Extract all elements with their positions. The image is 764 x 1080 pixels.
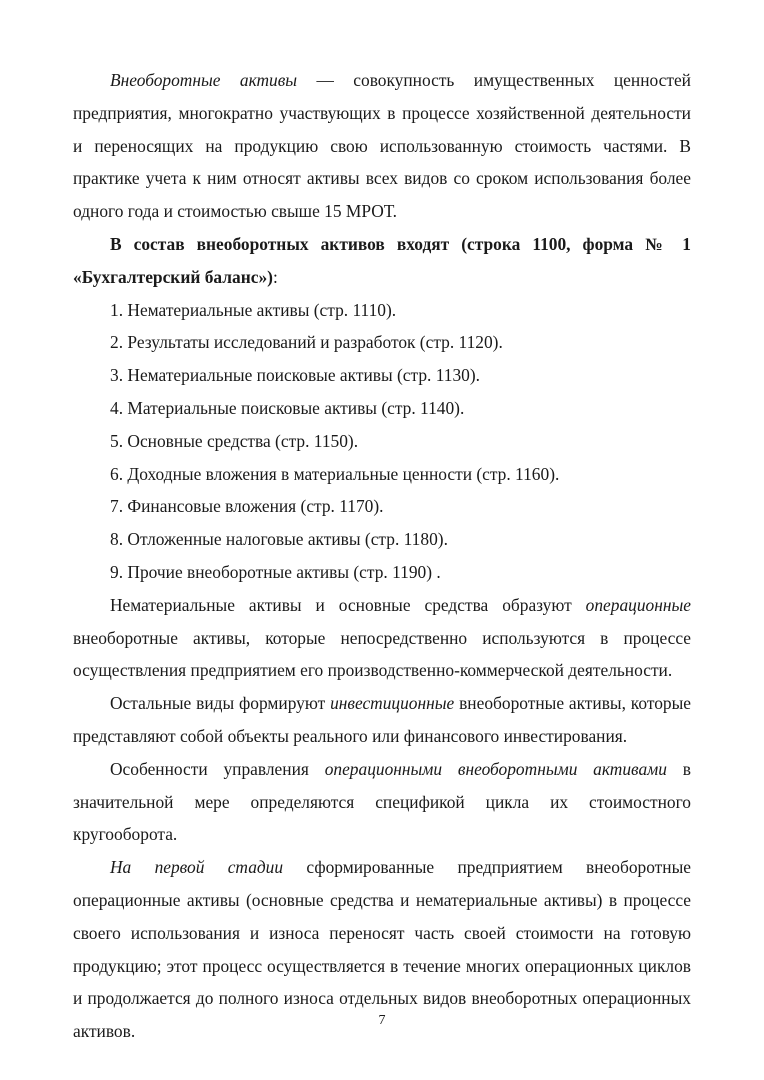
list-item: 9. Прочие внеоборотные активы (стр. 1190) . bbox=[110, 561, 441, 582]
management-italic: операционными внеоборотными активами bbox=[324, 758, 667, 779]
composition-heading bbox=[73, 228, 691, 294]
definition-paragraph bbox=[73, 64, 691, 228]
first-stage-italic: На первой стадии bbox=[110, 857, 284, 878]
first-stage-after: сформированные предприятием внеоборотные операционные активы (основные средства и нематериальные активы) в процессе своего использования и износа переносят часть своей стоимости на готовую продукцию; этот процесс осуществляется в течение многих операционных циклов и продолжается до полного износа отдельных видов внеоборотных операционных активов. bbox=[73, 857, 691, 1042]
management-after: в значительной мере определяются спецификой цикла их стоимостного кругооборота. bbox=[73, 758, 691, 845]
investment-after: внеоборотные активы, которые представляют собой объекты реального или финансового инвестирования. bbox=[73, 693, 691, 746]
operational-before: Нематериальные активы и основные средства образуют bbox=[110, 594, 586, 615]
investment-italic: инвестиционные bbox=[330, 693, 455, 714]
list-item: 7. Финансовые вложения (стр. 1170). bbox=[110, 496, 384, 517]
list-item: 5. Основные средства (стр. 1150). bbox=[110, 430, 359, 451]
operational-italic: операционные bbox=[585, 594, 691, 615]
operational-after: внеоборотные активы, которые непосредственно используются в процессе осуществления предприятием его производственно-коммерческой деятельности. bbox=[73, 627, 691, 681]
investment-paragraph bbox=[73, 687, 691, 753]
page-number: 7 bbox=[378, 1013, 386, 1028]
definition-text: — совокупность имущественных ценностей предприятия, многократно участвующих в процессе хозяйственной деятельности и переносящих на продукцию свою использованную стоимость частями. В практике учета к ним относят активы всех видов со сроком использования более одного года и стоимостью свыше 15 МРОТ. bbox=[73, 70, 691, 222]
list-item: 1. Нематериальные активы (стр. 1110). bbox=[110, 299, 397, 320]
management-paragraph bbox=[73, 753, 691, 851]
definition-term: Внеоборотные активы bbox=[110, 70, 298, 90]
operational-paragraph bbox=[73, 589, 691, 687]
list-item: 2. Результаты исследований и разработок (стр. 1120). bbox=[110, 332, 503, 353]
list-item: 3. Нематериальные поисковые активы (стр. 1130). bbox=[110, 365, 481, 386]
management-before: Особенности управления bbox=[110, 758, 325, 779]
list-item: 6. Доходные вложения в материальные ценности (стр. 1160). bbox=[110, 463, 560, 484]
investment-before: Остальные виды формируют bbox=[110, 693, 331, 714]
page-content bbox=[73, 64, 691, 1048]
composition-heading-tail: : bbox=[272, 266, 278, 287]
assets-list bbox=[73, 294, 691, 589]
list-item: 8. Отложенные налоговые активы (стр. 1180). bbox=[110, 529, 448, 550]
composition-heading-bold: В состав внеоборотных активов входят (строка 1100, форма № 1 «Бухгалтерский баланс») bbox=[73, 233, 691, 287]
list-item: 4. Материальные поисковые активы (стр. 1140). bbox=[110, 397, 465, 418]
